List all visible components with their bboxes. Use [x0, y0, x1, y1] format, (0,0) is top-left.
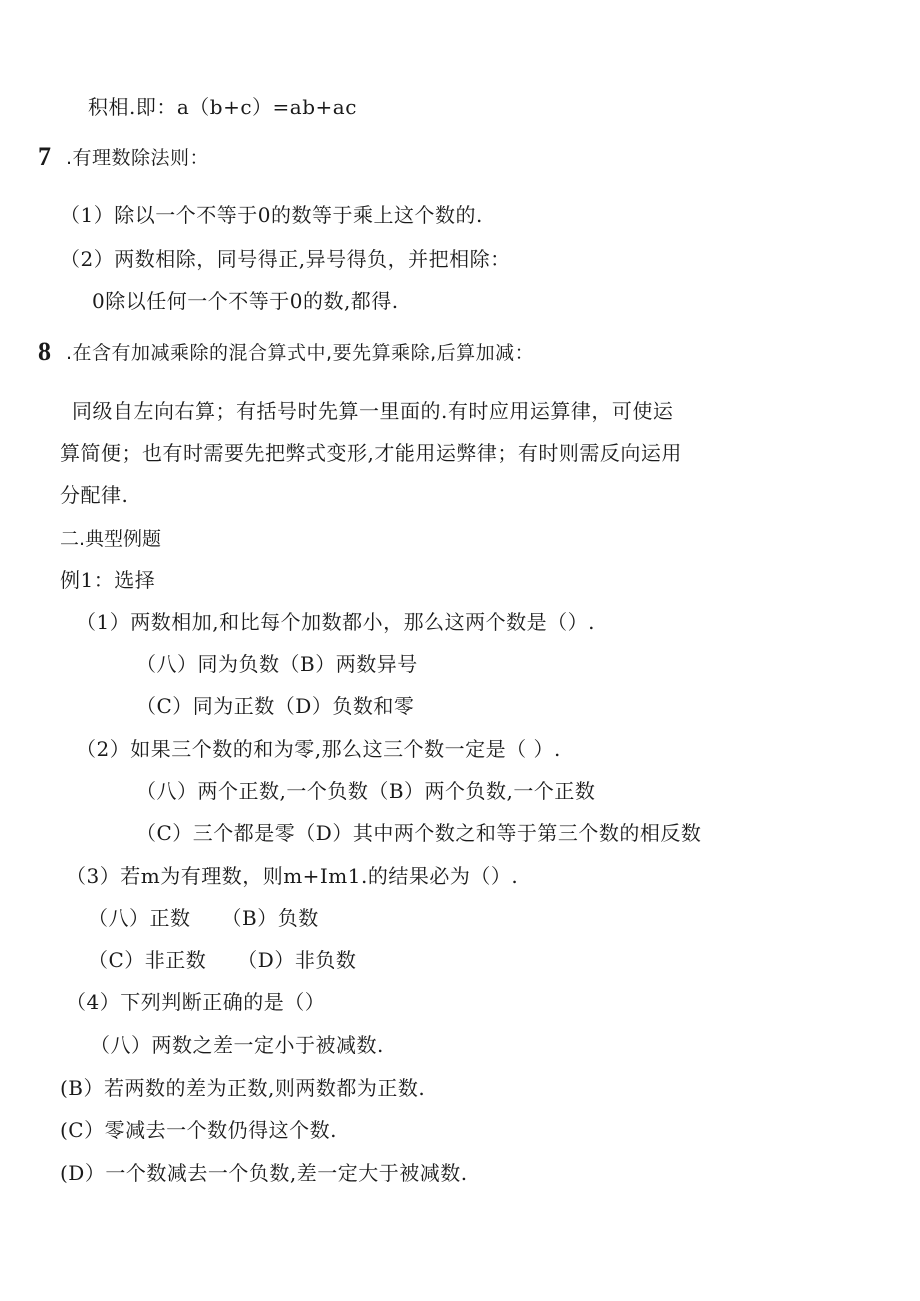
q3-stem: （3）若m为有理数，则m+Im1.的结果必为（）.	[66, 864, 519, 888]
q3-option-line-1: （八）正数 （B）负数	[88, 906, 319, 930]
q1-option-line-1: （八）同为负数（B）两数异号	[136, 652, 418, 676]
q4-option-b: (B）若两数的差为正数,则两数都为正数.	[60, 1076, 426, 1100]
q3-option-line-2: （C）非正数 （D）非负数	[88, 948, 357, 972]
q1-option-line-2: （C）同为正数（D）负数和零	[136, 694, 415, 718]
q1-stem: （1）两数相加,和比每个加数都小，那么这两个数是（）.	[76, 610, 595, 634]
section7-line-2: （2）两数相除，同号得正,异号得负，并把相除：	[60, 247, 511, 271]
section7-heading	[38, 144, 209, 171]
section8-line-1: 同级自左向右算；有括号时先算一里面的.有时应用运算律，可使运	[72, 399, 674, 423]
q2-option-line-2: （C）三个都是零（D）其中两个数之和等于第三个数的相反数	[136, 821, 702, 845]
section8-number: 8	[38, 337, 52, 366]
examples-heading: 二.典型例题	[60, 528, 162, 550]
section8-line-3: 分配律.	[60, 483, 129, 507]
section6-tail-text: 积相.即：a（b+c）=ab+ac	[88, 95, 357, 119]
q4-stem: （4）下列判断正确的是（）	[66, 990, 326, 1014]
section7-line-1: （1）除以一个不等于0的数等于乘上这个数的.	[60, 203, 483, 227]
section8-title: .在含有加减乘除的混合算式中,要先算乘除,后算加减：	[66, 342, 535, 364]
q4-option-c: (C）零减去一个数仍得这个数.	[60, 1118, 337, 1142]
section8-heading	[38, 339, 534, 366]
section7-number: 7	[38, 142, 52, 171]
section8-line-2: 算简便；也有时需要先把弊式变形,才能用运弊律；有时则需反向运用	[60, 441, 682, 465]
section7-title: .有理数除法则：	[66, 147, 210, 169]
q2-option-line-1: （八）两个正数,一个负数（B）两个负数,一个正数	[136, 779, 596, 803]
section7-line-3: 0除以任何一个不等于0的数,都得.	[92, 289, 399, 313]
q4-option-a: （八）两数之差一定小于被减数.	[90, 1033, 384, 1057]
q4-option-d: (D）一个数减去一个负数,差一定大于被减数.	[60, 1161, 468, 1185]
example1-label: 例1：选择	[60, 568, 156, 592]
q2-stem: （2）如果三个数的和为零,那么这三个数一定是（ ）.	[76, 737, 561, 761]
